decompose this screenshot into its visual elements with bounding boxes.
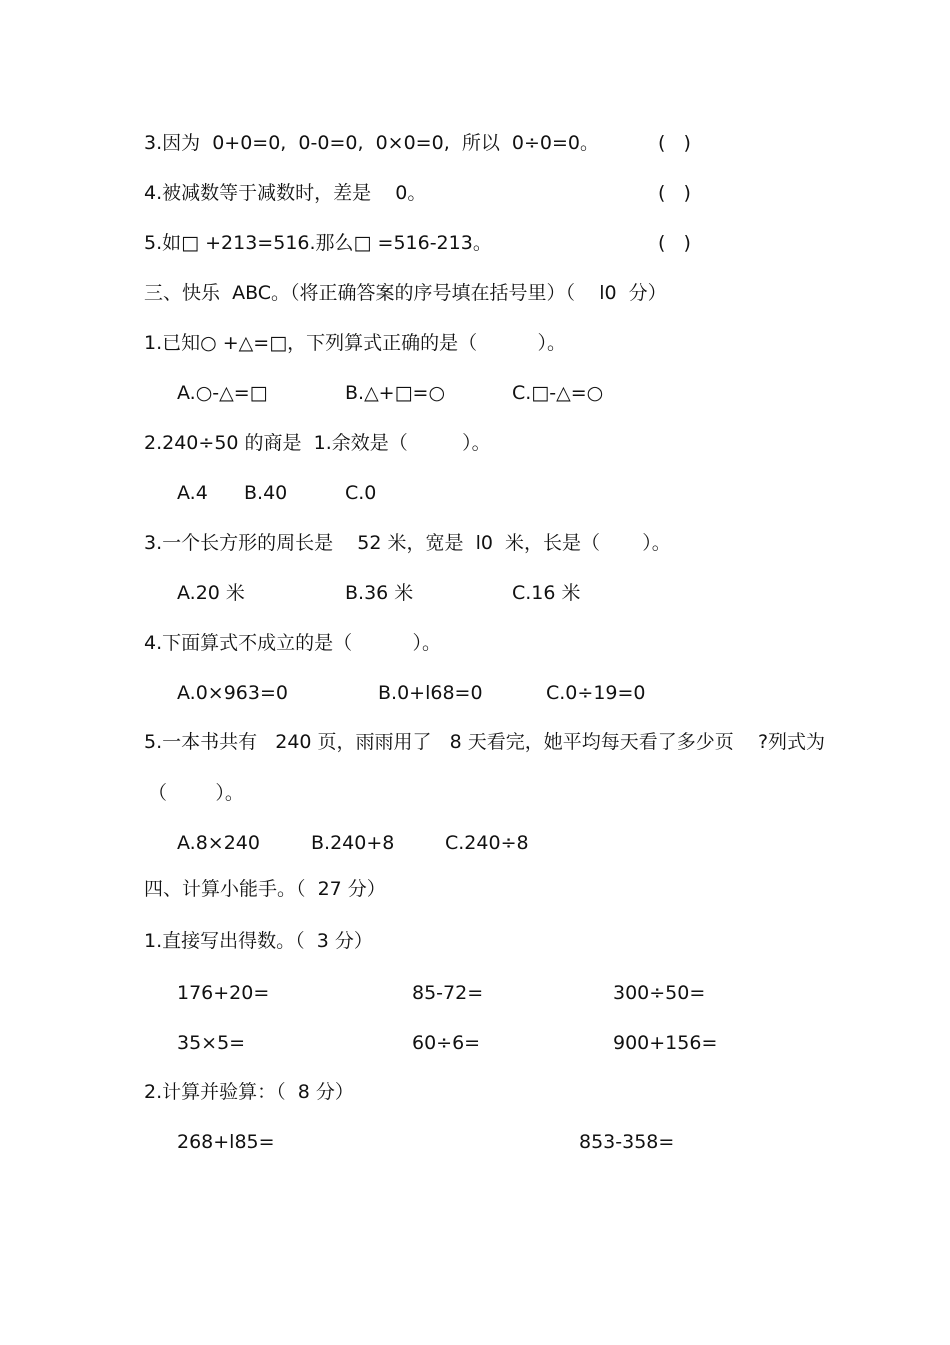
s4-p2-item2: 853-358=: [579, 1131, 675, 1153]
s4-p1-title: 1.直接写出得数。（ 3 分）: [144, 930, 373, 952]
s3-q1-stem: 1.已知○ +△=□，下列算式正确的是（ ）。: [144, 332, 567, 354]
s3-q2-option-a: A.4: [177, 482, 208, 504]
s3-q3-stem: 3.一个长方形的周长是 52 米，宽是 l0 米，长是（ ）。: [144, 532, 671, 554]
s3-q3-option-c: C.16 米: [512, 582, 581, 604]
judgement-q3: 3.因为 0+0=0, 0-0=0, 0×0=0, 所以 0÷0=0。: [144, 132, 599, 154]
judgement-q5-answer-paren[interactable]: ( ): [658, 232, 691, 254]
s3-q5-stem: 5.一本书共有 240 页，雨雨用了 8 天看完，她平均每天看了多少页 ?列式为: [144, 731, 826, 753]
s4-p1-r1-item1: 176+20=: [177, 982, 270, 1004]
judgement-q4: 4.被减数等于减数时，差是 0。: [144, 182, 427, 204]
s3-q2-stem: 2.240÷50 的商是 1.余效是（ ）。: [144, 432, 491, 454]
s3-q4-stem: 4.下面算式不成立的是（ ）。: [144, 632, 442, 654]
judgement-q4-answer-paren[interactable]: ( ): [658, 182, 691, 204]
s3-q5-option-c: C.240÷8: [445, 832, 529, 854]
s3-q1-option-a: A.○-△=□: [177, 382, 268, 404]
s3-q1-option-b: B.△+□=○: [345, 382, 446, 404]
section4-heading: 四、计算小能手。（ 27 分）: [144, 878, 386, 900]
s3-q5-option-a: A.8×240: [177, 832, 260, 854]
s4-p1-r1-item3: 300÷50=: [613, 982, 706, 1004]
s3-q2-option-b: B.40: [244, 482, 288, 504]
s3-q2-option-c: C.0: [345, 482, 377, 504]
s3-q4-option-c: C.0÷19=0: [546, 682, 646, 704]
s4-p1-r2-item3: 900+156=: [613, 1032, 718, 1054]
s3-q1-option-c: C.□-△=○: [512, 382, 604, 404]
s3-q3-option-b: B.36 米: [345, 582, 414, 604]
s4-p2-item1: 268+l85=: [177, 1131, 275, 1153]
s3-q4-option-a: A.0×963=0: [177, 682, 288, 704]
s3-q5-option-b: B.240+8: [311, 832, 395, 854]
s3-q3-option-a: A.20 米: [177, 582, 245, 604]
judgement-q5: 5.如□ +213=516.那么□ =516-213。: [144, 232, 492, 254]
judgement-q3-answer-paren[interactable]: ( ): [658, 132, 691, 154]
s4-p1-r1-item2: 85-72=: [412, 982, 484, 1004]
section3-heading: 三、快乐 ABC。（将正确答案的序号填在括号里）（ l0 分）: [144, 282, 667, 304]
s4-p1-r2-item2: 60÷6=: [412, 1032, 481, 1054]
s3-q4-option-b: B.0+l68=0: [378, 682, 483, 704]
s4-p2-title: 2.计算并验算：（ 8 分）: [144, 1081, 354, 1103]
s3-q5-stem-cont: （ ）。: [148, 782, 244, 804]
s4-p1-r2-item1: 35×5=: [177, 1032, 246, 1054]
